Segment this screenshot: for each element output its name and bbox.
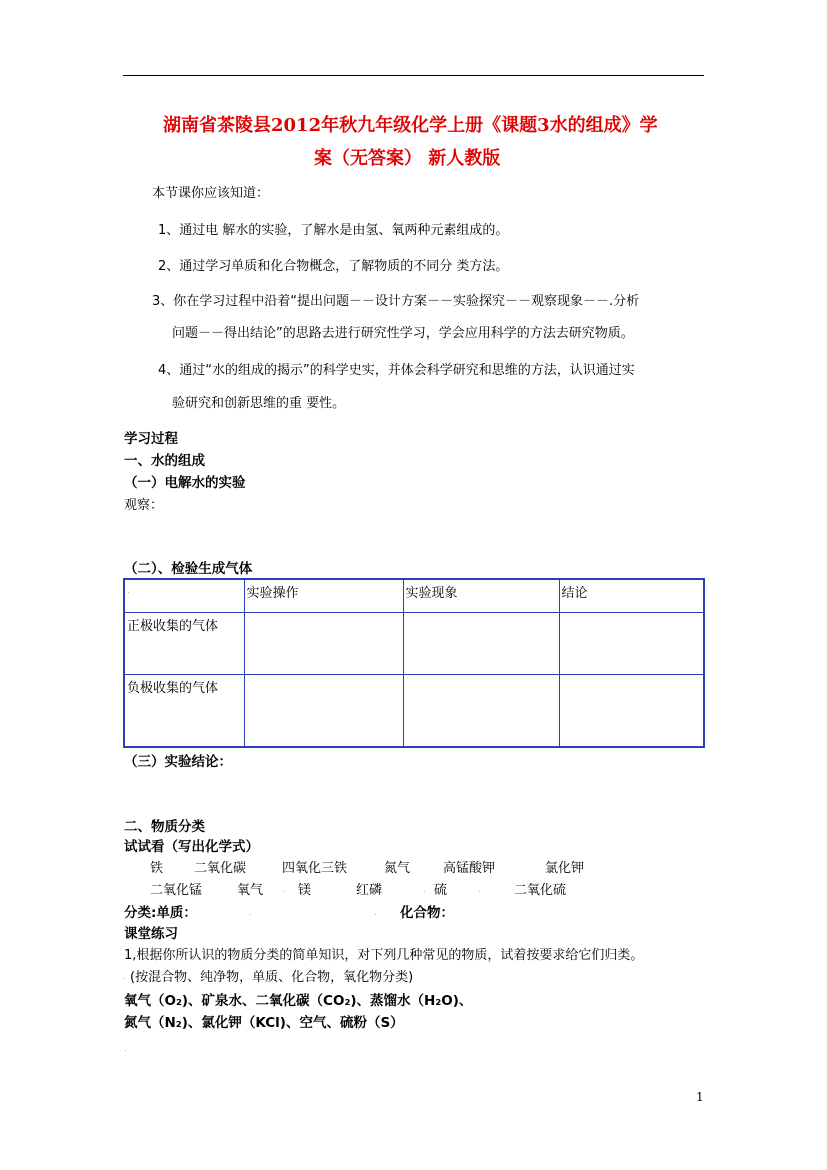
table-cell [403,674,559,747]
objective-3: 3、你在学习过程中沿着“提出问题－－设计方案－－实验探究－－观察现象－－.分析 [152,294,640,309]
substance-item: 红磷 [356,883,383,898]
table-row [124,674,704,747]
subsection-gas-test: （二）、检验生成气体 [124,561,253,577]
objective-1: 1、通过电 解水的实验，了解水是由氢、氧两种元素组成的。 [158,223,509,238]
table-header-row [124,579,704,612]
objective-4-cont: 验研究和创新思维的重 要性。 [172,396,346,411]
subsection-electrolysis: （一）电解水的实验 [124,475,246,491]
practice-heading: 课堂练习 [124,926,178,942]
substance-item: 氯化钾 [545,861,585,876]
substance-item: 铁 [150,861,164,876]
try-heading: 试试看（写出化学式） [124,839,259,855]
classification-compound-label: 化合物： [400,905,454,921]
practice-question-1-note: (按混合物、纯净物，单质、化合物，氧化物分类) [130,970,414,985]
substance-item: 二氧化锰 [150,883,203,898]
stray-dot: . [282,885,285,895]
stray-dot: . [478,885,481,895]
stray-dot: . [124,1044,127,1054]
table-header-cell [124,579,244,612]
table-header-cell: 实验现象 [403,579,559,612]
objectives-intro: 本节课你应该知道： [152,186,270,201]
substance-item: 硫 [434,883,448,898]
table-cell [403,612,559,674]
section-classification: 二、物质分类 [124,819,205,835]
section-water-composition: 一、水的组成 [124,453,205,469]
doc-title-line1: 湖南省茶陵县2012年秋九年级化学上册《课题3水的组成》学 [163,115,658,136]
table-header-cell: 结论 [559,579,704,612]
objective-2: 2、通过学习单质和化合物概念，了解物质的不同分 类方法。 [158,259,509,274]
table-header-cell: 实验操作 [244,579,403,612]
observe-label: 观察： [124,498,164,513]
stray-dot: . [423,885,426,895]
substance-item: 二氧化碳 [194,861,247,876]
substance-list-1: 氧气（O₂)、矿泉水、二氧化碳（CO₂)、蒸馏水（H₂O)、 [124,993,473,1009]
table-cell [244,674,403,747]
doc-title-line2: 案（无答案） 新人教版 [314,148,501,169]
classification-element-label: 分类:单质： [124,905,197,921]
stray-dot: . [127,586,130,596]
stray-dot: . [249,908,252,918]
header-rule [123,75,704,76]
substance-item: 镁 [298,883,312,898]
substance-list-2: 氮气（N₂)、氯化钾（KCl)、空气、硫粉（S） [124,1015,404,1031]
stray-dot: . [374,908,377,918]
table-cell [244,612,403,674]
substance-item: 二氧化硫 [514,883,567,898]
row-label-negative: 负极收集的气体 [124,674,244,747]
substance-item: 氧气 [237,883,264,898]
process-heading: 学习过程 [124,431,178,447]
page-number: 1 [696,1090,704,1104]
row-label-positive: 正极收集的气体 [124,612,244,674]
experiment-table [123,578,705,748]
practice-question-1: 1,根据你所认识的物质分类的简单知识，对下列几种常见的物质，试着按要求给它们归类。 [124,948,644,963]
table-cell [559,674,704,747]
objective-3-cont: 问题－－得出结论”的思路去进行研究性学习，学会应用科学的方法去研究物质。 [172,326,634,341]
substance-item: 氮气 [384,861,411,876]
table-row [124,612,704,674]
stray-dot: . [122,972,125,982]
substance-item: 四氧化三铁 [282,861,348,876]
table-cell [559,612,704,674]
objective-4: 4、通过“水的组成的揭示”的科学史实，并体会科学研究和思维的方法，认识通过实 [158,363,635,378]
subsection-conclusion: （三）实验结论： [124,754,232,770]
substance-item: 高锰酸钾 [443,861,496,876]
